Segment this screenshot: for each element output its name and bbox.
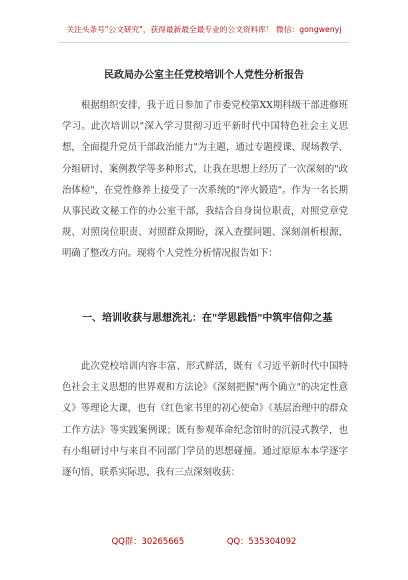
header-promo-note: 关注头条号"公文研究"，获得最新最全最专业的公文资料库！ 微信：gongwenyj — [66, 25, 342, 34]
intro-paragraph: 根据组织安排，我于近日参加了市委党校第XX期科级干部进修班学习。此次培训以"深入学习贯彻习近平新时代中国特色社会主义思想，全面提升党员干部政治能力"为主题，通过专题授课、现场教学、分组研讨、案例教学等多种形式，让我在思想上经历了一次深刻的"政治体检"，在党性修养上接受了一次系统的"淬火锻造"。作为一名长期从事民政文秘工作的办公室干部，我结合自身岗位职责，对照党章党规、对照岗位职责、对照群众期盼，深入查摆问题、深刻剖析根源，明确了整改方向。现将个人党性分析情况报告如下： — [62, 100, 348, 260]
document-title: 民政局办公室主任党校培训个人党性分析报告 — [104, 70, 304, 81]
section-heading-1: 一、培训收获与思想洗礼：在"学思践悟"中筑牢信仰之基 — [82, 313, 333, 324]
section-1-paragraph: 此次党校培训内容丰富、形式鲜活，既有《习近平新时代中国特色社会主义思想的世界观和方法论》《深刻把握"两个确立"的决定性意义》等理论大课，也有《红色家书里的初心使命》《基层治理中的群众工作方法》等实践案例课；既有参观革命纪念馆时的沉浸式教学，也有小组研讨中与来自不同部门学员的思想碰撞。通过原原本本学逐字逐句悟、联系实际思，我有三点深刻收获： — [62, 361, 348, 479]
footer-contact — [0, 535, 408, 547]
header-divider — [58, 42, 350, 43]
footer-qq-number: QQ：535304092 — [226, 536, 297, 546]
footer-qq-group: QQ群：30265665 — [111, 536, 185, 546]
